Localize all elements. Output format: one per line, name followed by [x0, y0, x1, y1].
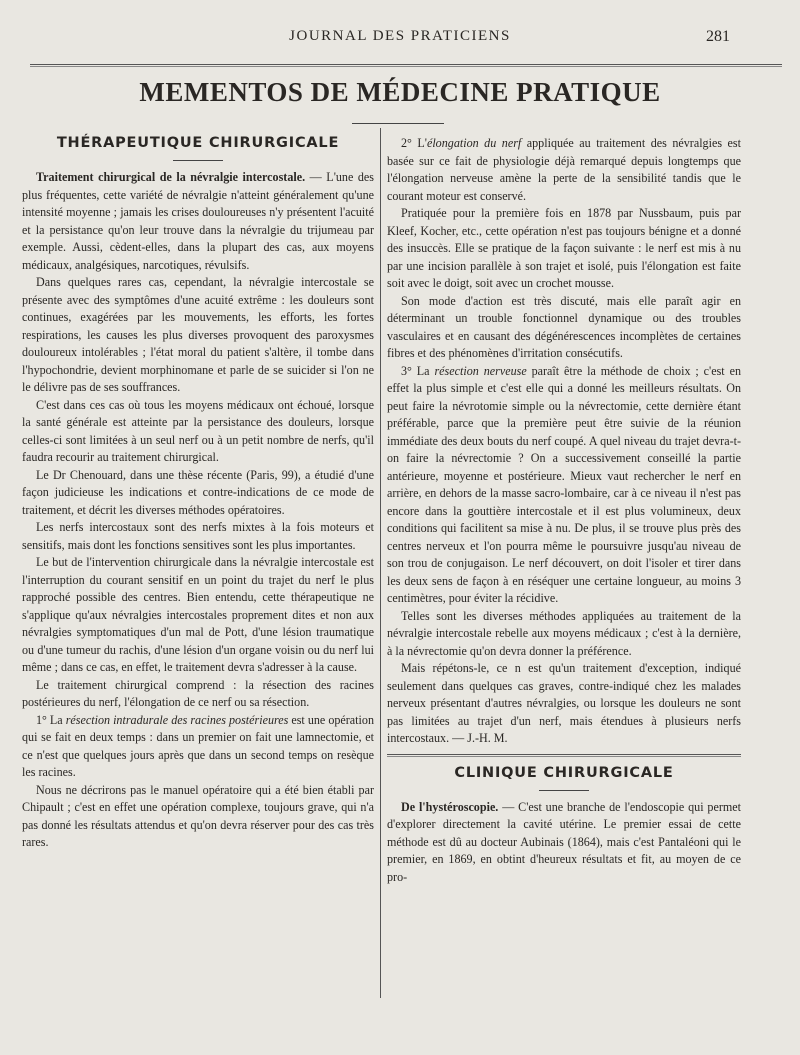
paragraph: Son mode d'action est très discuté, mais elle paraît agir en déterminant un trouble fonctionnel dynamique ou des troubles vasculaires et en causant des dégénérescences incomplètes de certaines fibres et des phénomènes d'irritation consécutifs. [387, 293, 741, 360]
paragraph [22, 169, 374, 274]
paragraph: Telles sont les diverses méthodes appliquées au traitement de la névralgie intercostale rebelle aux moyens médicaux ; c'est à la dernière, à la névrectomie qu'on devra donner la préférence. [387, 608, 741, 658]
list-number: 3° La [401, 363, 435, 378]
paragraph: Le Dr Chenouard, dans une thèse récente (Paris, 99), a étudié d'une façon judicieuse les indications et contre-indications de ce mode de traitement, et décrit les diverses méthodes opératoires. [22, 467, 374, 517]
header-rule-secondary [30, 66, 782, 67]
paragraph-text: — C'est une branche de l'endoscopie qui permet d'explorer directement la cavité utérine. Le premier essai de cette méthode est dû au docteur Aubinais (1864), mais c'est Pantaléoni qui le premier, en 1869, en obtint d'heureux résultats et fit, au moyen de ce pro- [387, 799, 741, 884]
paragraph-text: — L'une des plus fréquentes, cette variété de névralgie n'atteint généralement qu'une intensité moyenne ; jamais les crises douloureuses n'y présentent l'acuité et la persistance qu'on leur trouve dans la névralgie du trijumeau par exemple. Aussi, cèdent-elles, dans la plupart des cas, aux moyens médicaux, analgésiques, narcotiques, révulsifs. [22, 170, 374, 272]
paragraph: Les nerfs intercostaux sont des nerfs mixtes à la fois moteurs et sensitifs, mais dont les fonctions sensitives sont les plus importantes. [22, 520, 374, 552]
emphasis: résection intradurale des racines postérieures [65, 712, 289, 727]
list-number: 1° La [36, 712, 66, 727]
title-rule [352, 123, 444, 124]
right-column [387, 135, 741, 886]
paragraph: Mais répétons-le, ce n est qu'un traitement d'exception, indiqué seulement dans quelques cas graves, contre-indiqué chez les malades nerveux présentant d'autres névralgies, ou lorsque les douleurs ne sont pas limitées au trajet d'un nerf, mais étendues à plusieurs nerfs intercostaux. — J.-H. M. [387, 661, 741, 745]
running-header [0, 28, 800, 52]
paragraph: C'est dans ces cas où tous les moyens médicaux ont échoué, lorsque la santé générale est atteinte par la persistance des douleurs, lorsque celles-ci sont limitées à un seul nerf ou à un petit nombre de nerfs, qu'il faudra recourir au traitement chirurgical. [22, 397, 374, 464]
section-separator [387, 754, 741, 755]
paragraph: Nous ne décrirons pas le manuel opératoire qui a été bien établi par Chipault ; c'est en effet une opération complexe, toujours grave, qui n'a pas donné les résultats attendus et qu'on devra réserver pour des cas très rares. [22, 782, 374, 849]
article-run-head: De l'hystéroscopie. [401, 799, 499, 814]
journal-title: JOURNAL DES PRATICIENS [289, 28, 511, 44]
paragraph-text: paraît être la méthode de choix ; c'est en effet la plus simple et c'est elle qui a donné les meilleurs résultats. On peut faire la névrotomie simple ou la névrectomie, cette dernière étant préférable, parce que la première peut être suivie de la réunion immédiate des deux bouts du nerf coupé. A quel niveau du trajet devra-t-on faire la névrectomie ? On a successivement conseillé la partie antérieure, moyenne et postérieure. Mieux vaut rechercher le nerf en arrière, en dehors de la masse sacro-lombaire, car à ce niveau il n'est pas encore dans la gouttière intercostale et il est plus volumineux, deux conditions qui facilitent sa mise à nu. De plus, il se trouve plus près des centres nerveux et l'on pourra même le poursuivre jusqu'au niveau de son trou de conjugaison. Le nerf découvert, on doit l'isoler et tirer dans les deux sens de façon à en réséquer une certaine longueur, au moins 3 centimètres, pour éviter la récidive. [387, 363, 741, 605]
paragraph: Le but de l'intervention chirurgicale dans la névralgie intercostale est l'interruption du courant sensitif en un point du trajet du nerf le plus rapproché possible des centres. Bien entendu, cette thérapeutique ne s'applique qu'aux névralgies intercostales proprement dites et non aux névralgies symptomatiques d'un mal de Pott, d'une lésion traumatique ou d'une tumeur du rachis, d'une lésion d'un organe voisin ou du nerf lui même ; dans ce cas, en effet, le traitement devra s'adresser à la cause. [22, 555, 374, 674]
page-title: MEMENTOS DE MÉDECINE PRATIQUE [139, 77, 661, 107]
section-separator-secondary [387, 756, 741, 757]
paragraph [387, 799, 741, 887]
paragraph-text: est une opération qui se fait en deux temps : dans un premier on fait une lamnectomie, et ce n'est que quelques jours après que dans un second temps on resèque les racines. [22, 712, 374, 779]
paragraph: Dans quelques rares cas, cependant, la névralgie intercostale se présente avec des symptômes d'une acuité extrême : les douleurs sont continues, exagérées par les mouvements, les efforts, les fortes respirations, les causes les plus diverses provoquent des paroxysmes douloureux intolérables ; l'état moral du patient s'altère, il tombe dans l'hypochondrie, devient morphinomane et parle de se suicider si l'on ne le délivre pas de ses souffrances. [22, 275, 374, 394]
paragraph [387, 135, 741, 205]
section-rule [173, 160, 223, 161]
left-column [22, 135, 374, 852]
paragraph [22, 712, 374, 782]
page-number: 281 [706, 28, 730, 45]
paragraph: Le traitement chirurgical comprend : la résection des racines postérieures du nerf, l'élongation de ce nerf ou sa résection. [22, 677, 374, 709]
emphasis: élongation du nerf [426, 136, 522, 150]
paragraph-text: appliquée au traitement des névralgies est basée sur ce fait de physiologie déjà remarqué depuis longtemps que l'élongation nerveuse amène la perte de la sensibilité tandis que le courant moteur est conservé. [387, 136, 741, 203]
section-heading-clinique: CLINIQUE CHIRURGICALE [454, 764, 674, 781]
list-number: 2° L' [401, 136, 427, 150]
paragraph [387, 363, 741, 608]
paragraph: Pratiquée pour la première fois en 1878 par Nussbaum, puis par Kleef, Kocher, etc., cette opération n'est pas toujours bénigne et a donné des insuccès. Elle se pratique de la façon suivante : le nerf est mis à nu par une incision parallèle à son trajet et isolé, puis l'élongation est faite soit avec le doigt, soit avec un crochet mousse. [387, 206, 741, 290]
section-rule [539, 790, 589, 791]
header-rule [30, 64, 782, 65]
column-divider [380, 128, 381, 998]
emphasis: résection nerveuse [434, 363, 527, 378]
section-heading-therapeutique: THÉRAPEUTIQUE CHIRURGICALE [56, 135, 340, 151]
article-run-head: Traitement chirurgical de la névralgie intercostale. [36, 170, 306, 184]
